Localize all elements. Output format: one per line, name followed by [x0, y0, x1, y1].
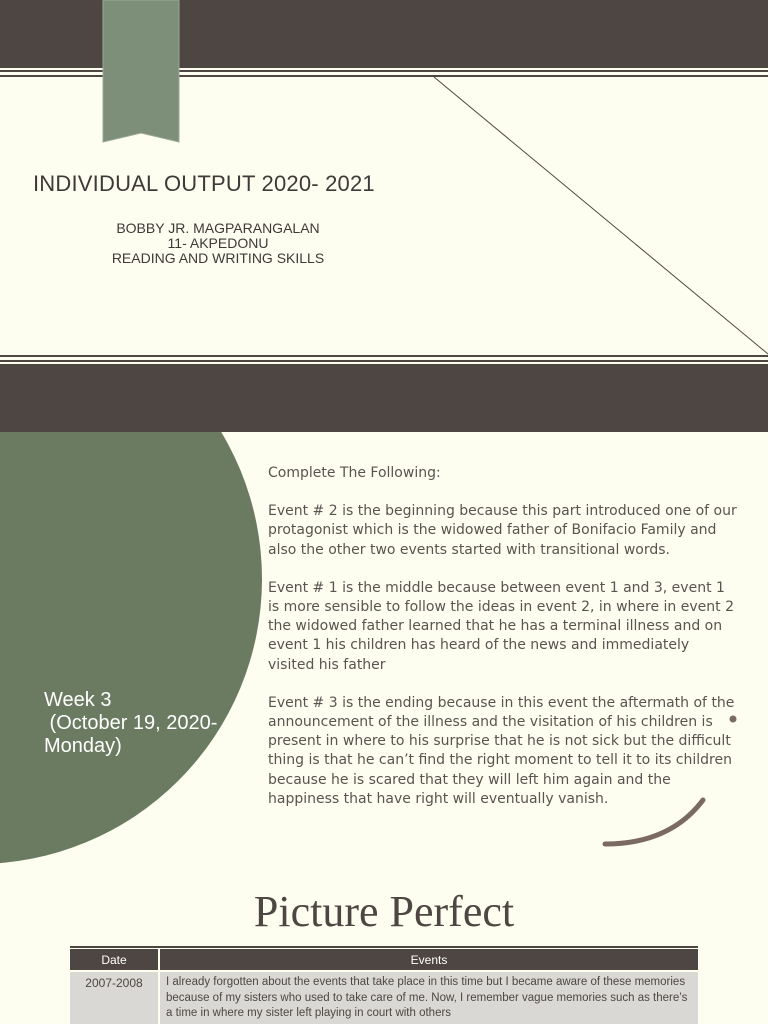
- answer-paragraph: Event # 2 is the beginning because this part introduced one of our protagonist which is the widowed father of Bonifacio Family and also the other two events started with transitional words.: [268, 503, 737, 558]
- bookmark-ribbon-icon: [0, 0, 768, 160]
- cover-slide: [0, 0, 768, 432]
- answer-paragraph: Event # 3 is the ending because in this event the aftermath of the announcement of the illness and the visitation of his children is present in where to his surprise that he is not sick but the difficult thing is that he can’t find the right moment to tell it to its children because he is scared that they will left him again and the happiness that have right will eventually vanish.: [268, 694, 735, 807]
- row-date: 2007-2008: [70, 972, 158, 1024]
- header-date: Date: [70, 949, 158, 970]
- table-header: [70, 949, 698, 970]
- table-row: [70, 972, 698, 1024]
- answer-slide: [0, 432, 768, 864]
- header-events: Events: [160, 949, 698, 970]
- answer-paragraph: Event # 1 is the middle because between event 1 and 3, event 1 is more sensible to follow the ideas in event 2, in where in event 2 the widowed father learned that he has a terminal illness and on event 1 his children has heard of the news and immediately visited his father: [268, 579, 734, 673]
- author-name: BOBBY JR. MAGPARANGALAN: [116, 220, 320, 236]
- table-rule: [70, 946, 698, 948]
- page-title: INDIVIDUAL OUTPUT 2020- 2021: [33, 171, 375, 196]
- week-label: Week 3 (October 19, 2020- Monday): [44, 689, 218, 757]
- answer-heading: Complete The Following:: [268, 465, 441, 481]
- decorative-swoosh-icon: [0, 432, 768, 864]
- section-name: 11- AKPEDONU: [167, 235, 269, 251]
- row-event: I already forgotten about the events that take place in this time but I became aware of these memories because of my sisters who used to take care of me. Now, I remember vague memories such as there’s a time in where my sister left playing in court with others: [160, 972, 698, 1024]
- picture-perfect-slide: [0, 864, 768, 1024]
- subject-name: READING AND WRITING SKILLS: [111, 250, 325, 266]
- section-title: Picture Perfect: [253, 887, 515, 936]
